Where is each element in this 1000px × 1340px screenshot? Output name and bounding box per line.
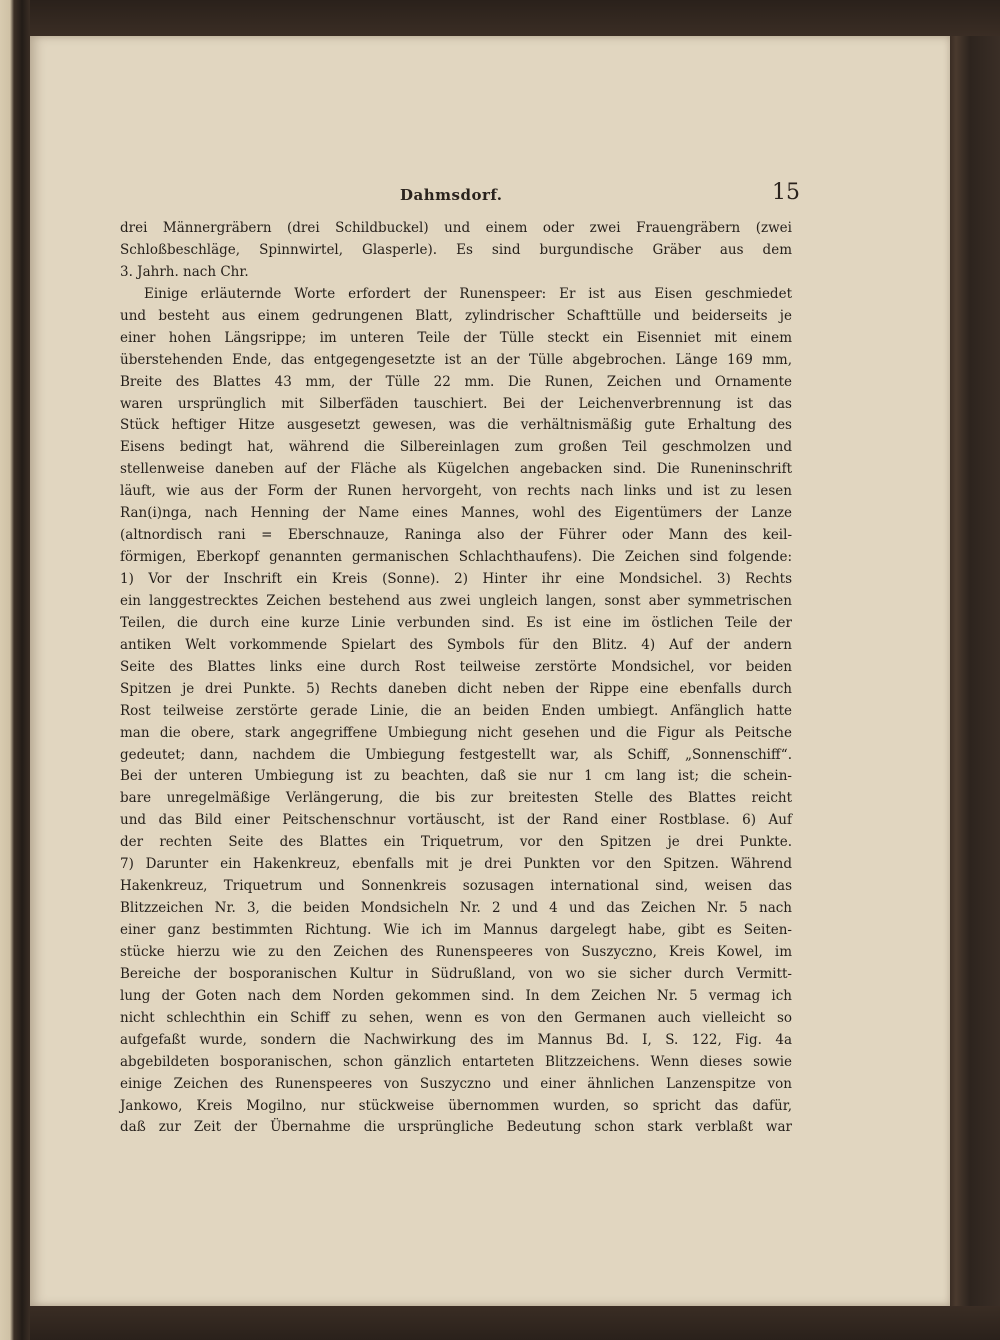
text-line: Schloßbeschläge, Spinnwirtel, Glasperle). Es sind burgundische Gräber aus dem xyxy=(120,241,792,258)
text-line: drei Männergräbern (drei Schildbuckel) und einem oder zwei Frauengräbern (zwei xyxy=(120,220,792,236)
text-line: läuft, wie aus der Form der Runen hervorgeht, von rechts nach links und ist zu lesen xyxy=(120,483,792,500)
text-line: 3. Jahrh. nach Chr. xyxy=(120,263,249,280)
text-line: stücke hierzu wie zu den Zeichen des Runenspeeres von Suszyczno, Kreis Kowel, im xyxy=(120,943,792,960)
text-line: Bei der unteren Umbiegung ist zu beachten, daß sie nur 1 cm lang ist; die schein- xyxy=(120,768,792,785)
text-line: daß zur Zeit der Übernahme die ursprüngliche Bedeutung schon stark verblaßt war xyxy=(120,1119,792,1136)
text-line: abgebildeten bosporanischen, schon gänzlich entarteten Blitzzeichens. Wenn dieses sowie xyxy=(120,1053,792,1070)
text-line: 1) Vor der Inschrift ein Kreis (Sonne). 2) Hinter ihr eine Mondsichel. 3) Rechts xyxy=(120,571,792,587)
running-title: Dahmsdorf. xyxy=(400,186,503,204)
text-line: man die obere, stark angegriffene Umbiegung nicht gesehen und die Figur als Peitsche xyxy=(120,724,792,741)
text-line: Breite des Blattes 43 mm, der Tülle 22 mm. Die Runen, Zeichen und Ornamente xyxy=(120,373,792,390)
text-line: ein langgestrecktes Zeichen bestehend aus zwei ungleich langen, sonst aber symmetrischen xyxy=(120,592,792,609)
bottom-cover-edge xyxy=(30,1306,1000,1340)
text-line: Hakenkreuz, Triquetrum und Sonnenkreis sozusagen international sind, weisen das xyxy=(120,878,792,895)
text-line: Bereiche der bosporanischen Kultur in Südrußland, von wo sie sicher durch Vermitt- xyxy=(120,965,792,982)
text-line: Blitzzeichen Nr. 3, die beiden Mondsicheln Nr. 2 und 4 und das Zeichen Nr. 5 nach xyxy=(120,900,792,917)
text-line: überstehenden Ende, das entgegengesetzte ist an der Tülle abgebrochen. Länge 169 mm, xyxy=(120,351,792,368)
text-line: Jankowo, Kreis Mogilno, nur stückweise übernommen wurden, so spricht das dafür, xyxy=(120,1097,792,1114)
text-line: Spitzen je drei Punkte. 5) Rechts daneben dicht neben der Rippe eine ebenfalls durch xyxy=(120,680,792,697)
body-text xyxy=(120,218,792,1139)
text-line: Rost teilweise zerstörte gerade Linie, die an beiden Enden umbiegt. Anfänglich hatte xyxy=(120,702,792,719)
top-cover-edge xyxy=(30,0,1000,36)
left-binding xyxy=(0,0,30,1340)
text-line: gedeutet; dann, nachdem die Umbiegung festgestellt war, als Schiff, „Sonnenschiff“. xyxy=(120,746,792,763)
text-line: bare unregelmäßige Verlängerung, die bis zur breitesten Stelle des Blattes reicht xyxy=(120,790,792,807)
text-line: Seite des Blattes links eine durch Rost teilweise zerstörte Mondsichel, vor beiden xyxy=(120,658,792,675)
text-line: Einige erläuternde Worte erfordert der Runenspeer: Er ist aus Eisen geschmiedet xyxy=(144,285,792,302)
text-line: einige Zeichen des Runenspeeres von Suszyczno und einer ähnlichen Lanzenspitze von xyxy=(120,1075,792,1092)
text-line: nicht schlechthin ein Schiff zu sehen, wenn es von den Germanen auch vielleicht so xyxy=(120,1009,792,1026)
text-line: Eisens bedingt hat, während die Silbereinlagen zum großen Teil geschmolzen und xyxy=(120,439,792,456)
running-head xyxy=(140,180,800,210)
text-line: lung der Goten nach dem Norden gekommen sind. In dem Zeichen Nr. 5 vermag ich xyxy=(120,987,792,1004)
text-line: 7) Darunter ein Hakenkreuz, ebenfalls mit je drei Punkten vor den Spitzen. Während xyxy=(120,856,792,873)
text-line: Stück heftiger Hitze ausgesetzt gewesen, was die verhältnismäßig gute Erhaltung des xyxy=(120,417,792,434)
text-line: Ran(i)nga, nach Henning der Name eines Mannes, wohl des Eigentümers der Lanze xyxy=(120,505,792,522)
text-line: der rechten Seite des Blattes ein Triquetrum, vor den Spitzen je drei Punkte. xyxy=(120,834,792,851)
text-line: förmigen, Eberkopf genannten germanischen Schlachthaufens). Die Zeichen sind folgende: xyxy=(120,549,792,566)
text-line: stellenweise daneben auf der Fläche als Kügelchen angebacken sind. Die Runeninschrift xyxy=(120,461,792,478)
text-line: waren ursprünglich mit Silberfäden tauschiert. Bei der Leichenverbrennung ist das xyxy=(120,395,792,412)
right-cover-edge xyxy=(950,36,1000,1306)
page-number: 15 xyxy=(772,180,800,205)
text-line: und das Bild einer Peitschenschnur vortäuscht, ist der Rand einer Rostblase. 6) Auf xyxy=(120,812,792,829)
text-line: und besteht aus einem gedrungenen Blatt, zylindrischer Schafttülle und beiderseits je xyxy=(120,307,792,324)
text-line: einer ganz bestimmten Richtung. Wie ich im Mannus dargelegt habe, gibt es Seiten- xyxy=(120,922,792,938)
text-line: (altnordisch rani = Eberschnauze, Raninga also der Führer oder Mann des keil- xyxy=(120,527,792,544)
text-line: aufgefaßt wurde, sondern die Nachwirkung des im Mannus Bd. I, S. 122, Fig. 4a xyxy=(120,1031,792,1048)
text-line: Teilen, die durch eine kurze Linie verbunden sind. Es ist eine im östlichen Teile der xyxy=(120,614,792,631)
text-line: antiken Welt vorkommende Spielart des Symbols für den Blitz. 4) Auf der andern xyxy=(120,636,792,653)
text-line: einer hohen Längsrippe; im unteren Teile der Tülle steckt ein Eisenniet mit einem xyxy=(120,329,792,346)
